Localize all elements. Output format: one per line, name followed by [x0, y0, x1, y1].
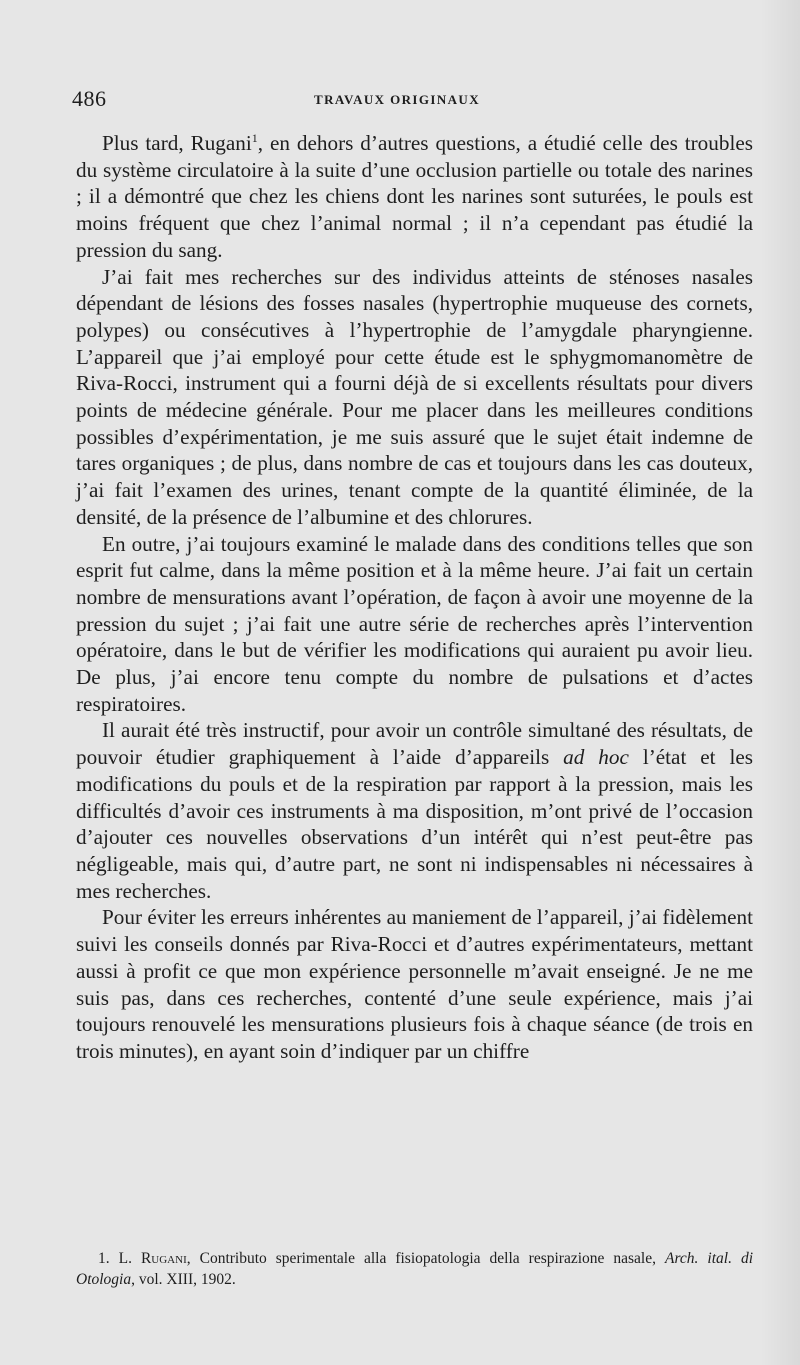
page-header	[72, 86, 752, 116]
paragraph-error-avoidance: Pour éviter les erreurs inhérentes au maniement de l’appareil, j’ai fidèlement suivi les conseils donnés par Riva-Rocci et d’autres expérimentateurs, mettant aussi à profit ce que mon expérience personnelle m’avait enseigné. Je ne me suis pas, dans ces recherches, contenté d’une seule expérience, mais j’ai toujours renouvelé les mensurations plusieurs fois à chaque séance (de trois en trois minutes), en ayant soin d’indiquer par un chiffre	[76, 905, 753, 1063]
footnotes	[76, 1248, 753, 1290]
footnote-1	[76, 1248, 753, 1290]
italic-phrase: ad hoc	[563, 745, 629, 770]
paragraph-text: , en dehors d’autres questions, a étudié celle des troubles du système circulatoire à la suite d’une occlusion partielle ou totale des narines ; il a démontré que chez les chiens dont les narines sont suturées, le pouls est moins fréquent que chez l’animal normal ; il n’a cependant pas étudié la pression du sang.	[76, 131, 753, 262]
footnote-journal: Arch. ital. di Otologia	[76, 1250, 754, 1288]
paragraph-methods: J’ai fait mes recherches sur des individus atteints de sténoses nasales dépendant de lésions des fosses nasales (hypertrophie muqueuse des cornets, polypes) ou consécutives à l’hypertrophie de l’amygdale pharyngienne. L’appareil que j’ai employé pour cette étude est le sphygmomanomètre de Riva-Rocci, instrument qui a fourni déjà de si excellents résultats pour divers points de médecine générale. Pour me placer dans les meilleures conditions possibles d’expérimentation, je me suis assuré que le sujet était indemne de tares organiques ; de plus, dans nombre de cas et toujours dans les cas douteux, j’ai fait l’examen des urines, tenant compte de la quantité éliminée, de la densité, de la présence de l’albumine et des chlorures.	[76, 264, 753, 529]
footnote-author: L. Rugani	[118, 1250, 187, 1267]
paragraph-conditions: En outre, j’ai toujours examiné le malade dans des conditions telles que son esprit fut calme, dans la même position et à la même heure. J’ai fait un certain nombre de mensurations avant l’opération, de façon à avoir une moyenne de la pression du sujet ; j’ai fait une autre série de recherches après l’intervention opératoire, dans le but de vérifier les modifications qui auraient pu avoir lieu. De plus, j’ai encore tenu compte du nombre de pulsations et d’actes respiratoires.	[76, 531, 753, 716]
footnote-reference: 1	[251, 130, 258, 145]
paragraph-text: l’état et les modifications du pouls et de la respiration par rapport à la pression, mais les difficultés d’avoir ces instruments à ma disposition, m’ont privé de l’occasion d’ajouter ces nouvelles observations d’un intérêt qui n’est peut-être pas négligeable, mais qui, d’autre part, ne sont ni indispensables ni nécessaires à mes recherches.	[76, 745, 754, 903]
page-number: 486	[72, 86, 107, 111]
footnote-number: 1.	[98, 1250, 110, 1267]
paragraph-text: Il aurait été très instructif, pour avoir un contrôle simultané des résultats, de pouvoir étudier graphiquement à l’aide d’appareils	[76, 718, 753, 770]
body-text	[76, 130, 753, 1065]
paragraph-graphical-study	[76, 717, 753, 904]
paragraph-text: Plus tard, Rugani	[102, 131, 252, 155]
footnote-title: , Contributo sperimentale alla fisiopatologia della respirazione nasale,	[186, 1250, 665, 1267]
running-head: TRAVAUX ORIGINAUX	[314, 92, 480, 107]
paragraph-rugani	[76, 130, 753, 264]
footnote-details: , vol. XIII, 1902.	[131, 1271, 236, 1288]
